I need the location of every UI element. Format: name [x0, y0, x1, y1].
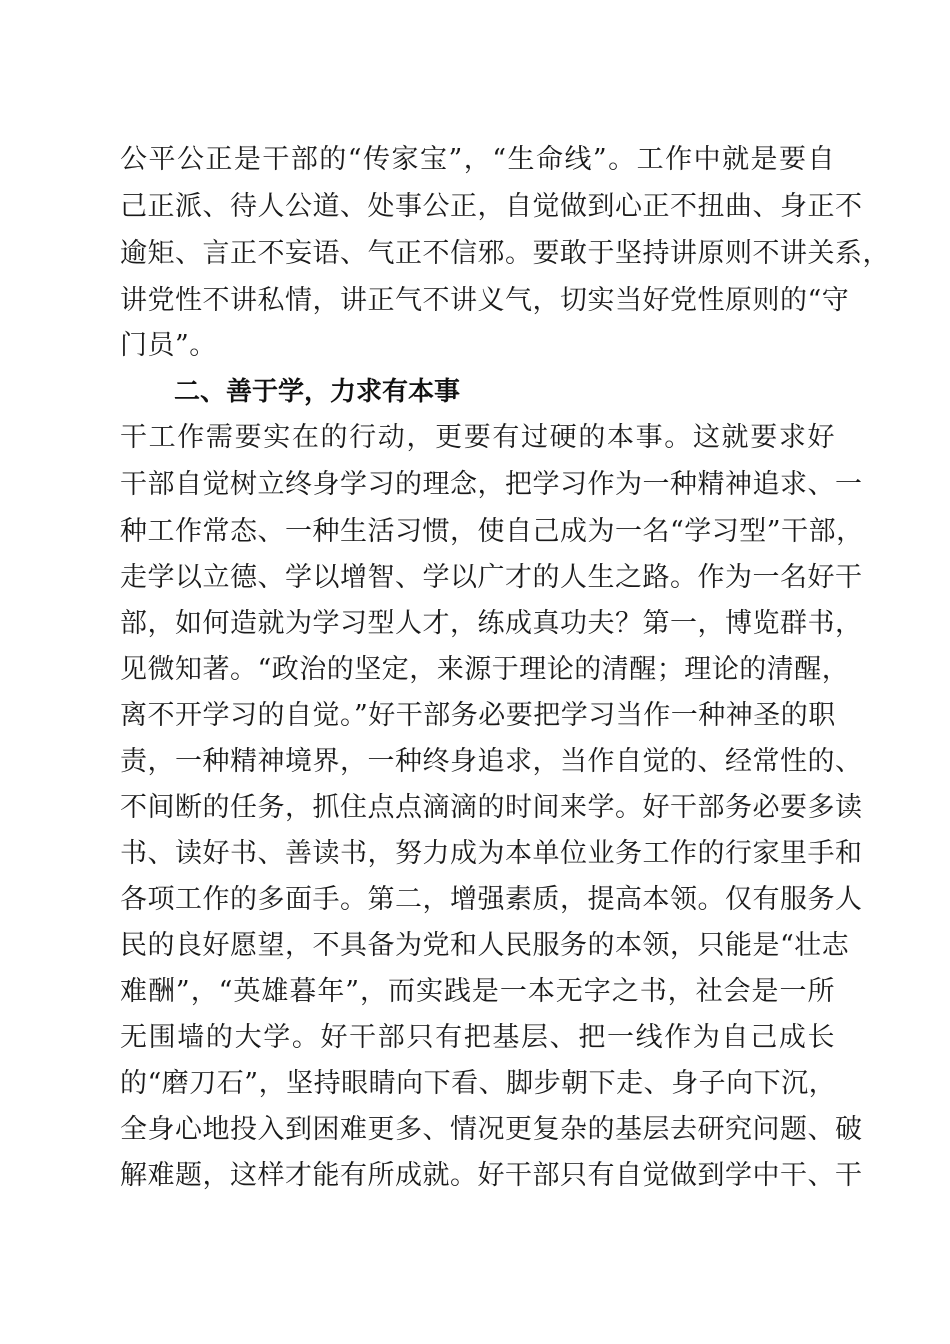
paragraph-2-line-7: 离不开学习的自觉。”好干部务必要把学习当作一种神圣的职: [120, 700, 836, 731]
paragraph-2-line-10: 书、读好书、善读书，努力成为本单位业务工作的行家里手和: [120, 838, 863, 869]
paragraph-2-line-1: 干工作需要实在的行动，更要有过硬的本事。这就要求好: [120, 422, 835, 453]
paragraph-2-line-9: 不间断的任务，抓住点点滴滴的时间来学。好干部务必要多读: [120, 792, 863, 823]
paragraph-2-line-12: 民的良好愿望，不具备为党和人民服务的本领，只能是“壮志: [120, 930, 850, 961]
paragraph-2-line-15: 的“磨刀石”，坚持眼睛向下看、脚步朝下走、身子向下沉，: [120, 1068, 837, 1099]
paragraph-2-line-3: 种工作常态、一种生活习惯，使自己成为一名“学习型”干部，: [120, 516, 864, 547]
paragraph-1-line-5: 门员”。: [120, 330, 217, 361]
paragraph-1-line-4: 讲党性不讲私情，讲正气不讲义气，切实当好党性原则的“守: [120, 285, 850, 316]
paragraph-2-line-8: 责，一种精神境界，一种终身追求，当作自觉的、经常性的、: [120, 746, 863, 777]
section-heading: 二、善于学，力求有本事: [174, 377, 461, 407]
paragraph-2-line-14: 无围墙的大学。好干部只有把基层、把一线作为自己成长: [120, 1022, 835, 1053]
paragraph-2-line-6: 见微知著。“政治的坚定，来源于理论的清醒；理论的清醒，: [120, 654, 850, 685]
paragraph-2-line-2: 干部自觉树立终身学习的理念，把学习作为一种精神追求、一: [120, 469, 863, 500]
paragraph-2-line-5: 部，如何造就为学习型人才，练成真功夫？第一，博览群书，: [120, 608, 863, 639]
paragraph-2-line-4: 走学以立德、学以增智、学以广才的人生之路。作为一名好干: [120, 562, 863, 593]
paragraph-2-line-16: 全身心地投入到困难更多、情况更复杂的基层去研究问题、破: [120, 1114, 863, 1145]
paragraph-1-line-1: 公平公正是干部的“传家宝”，“生命线”。工作中就是要自: [120, 144, 835, 175]
paragraph-1-line-3: 逾矩、言正不妄语、气正不信邪。要敢于坚持讲原则不讲关系，: [120, 238, 890, 269]
paragraph-2-line-11: 各项工作的多面手。第二，增强素质，提高本领。仅有服务人: [120, 884, 863, 915]
paragraph-2-line-17: 解难题，这样才能有所成就。好干部只有自觉做到学中干、干: [120, 1160, 863, 1191]
paragraph-2-line-13: 难酬”，“英雄暮年”，而实践是一本无字之书，社会是一所: [120, 976, 835, 1007]
paragraph-1-line-2: 己正派、待人公道、处事公正，自觉做到心正不扭曲、身正不: [120, 191, 863, 222]
